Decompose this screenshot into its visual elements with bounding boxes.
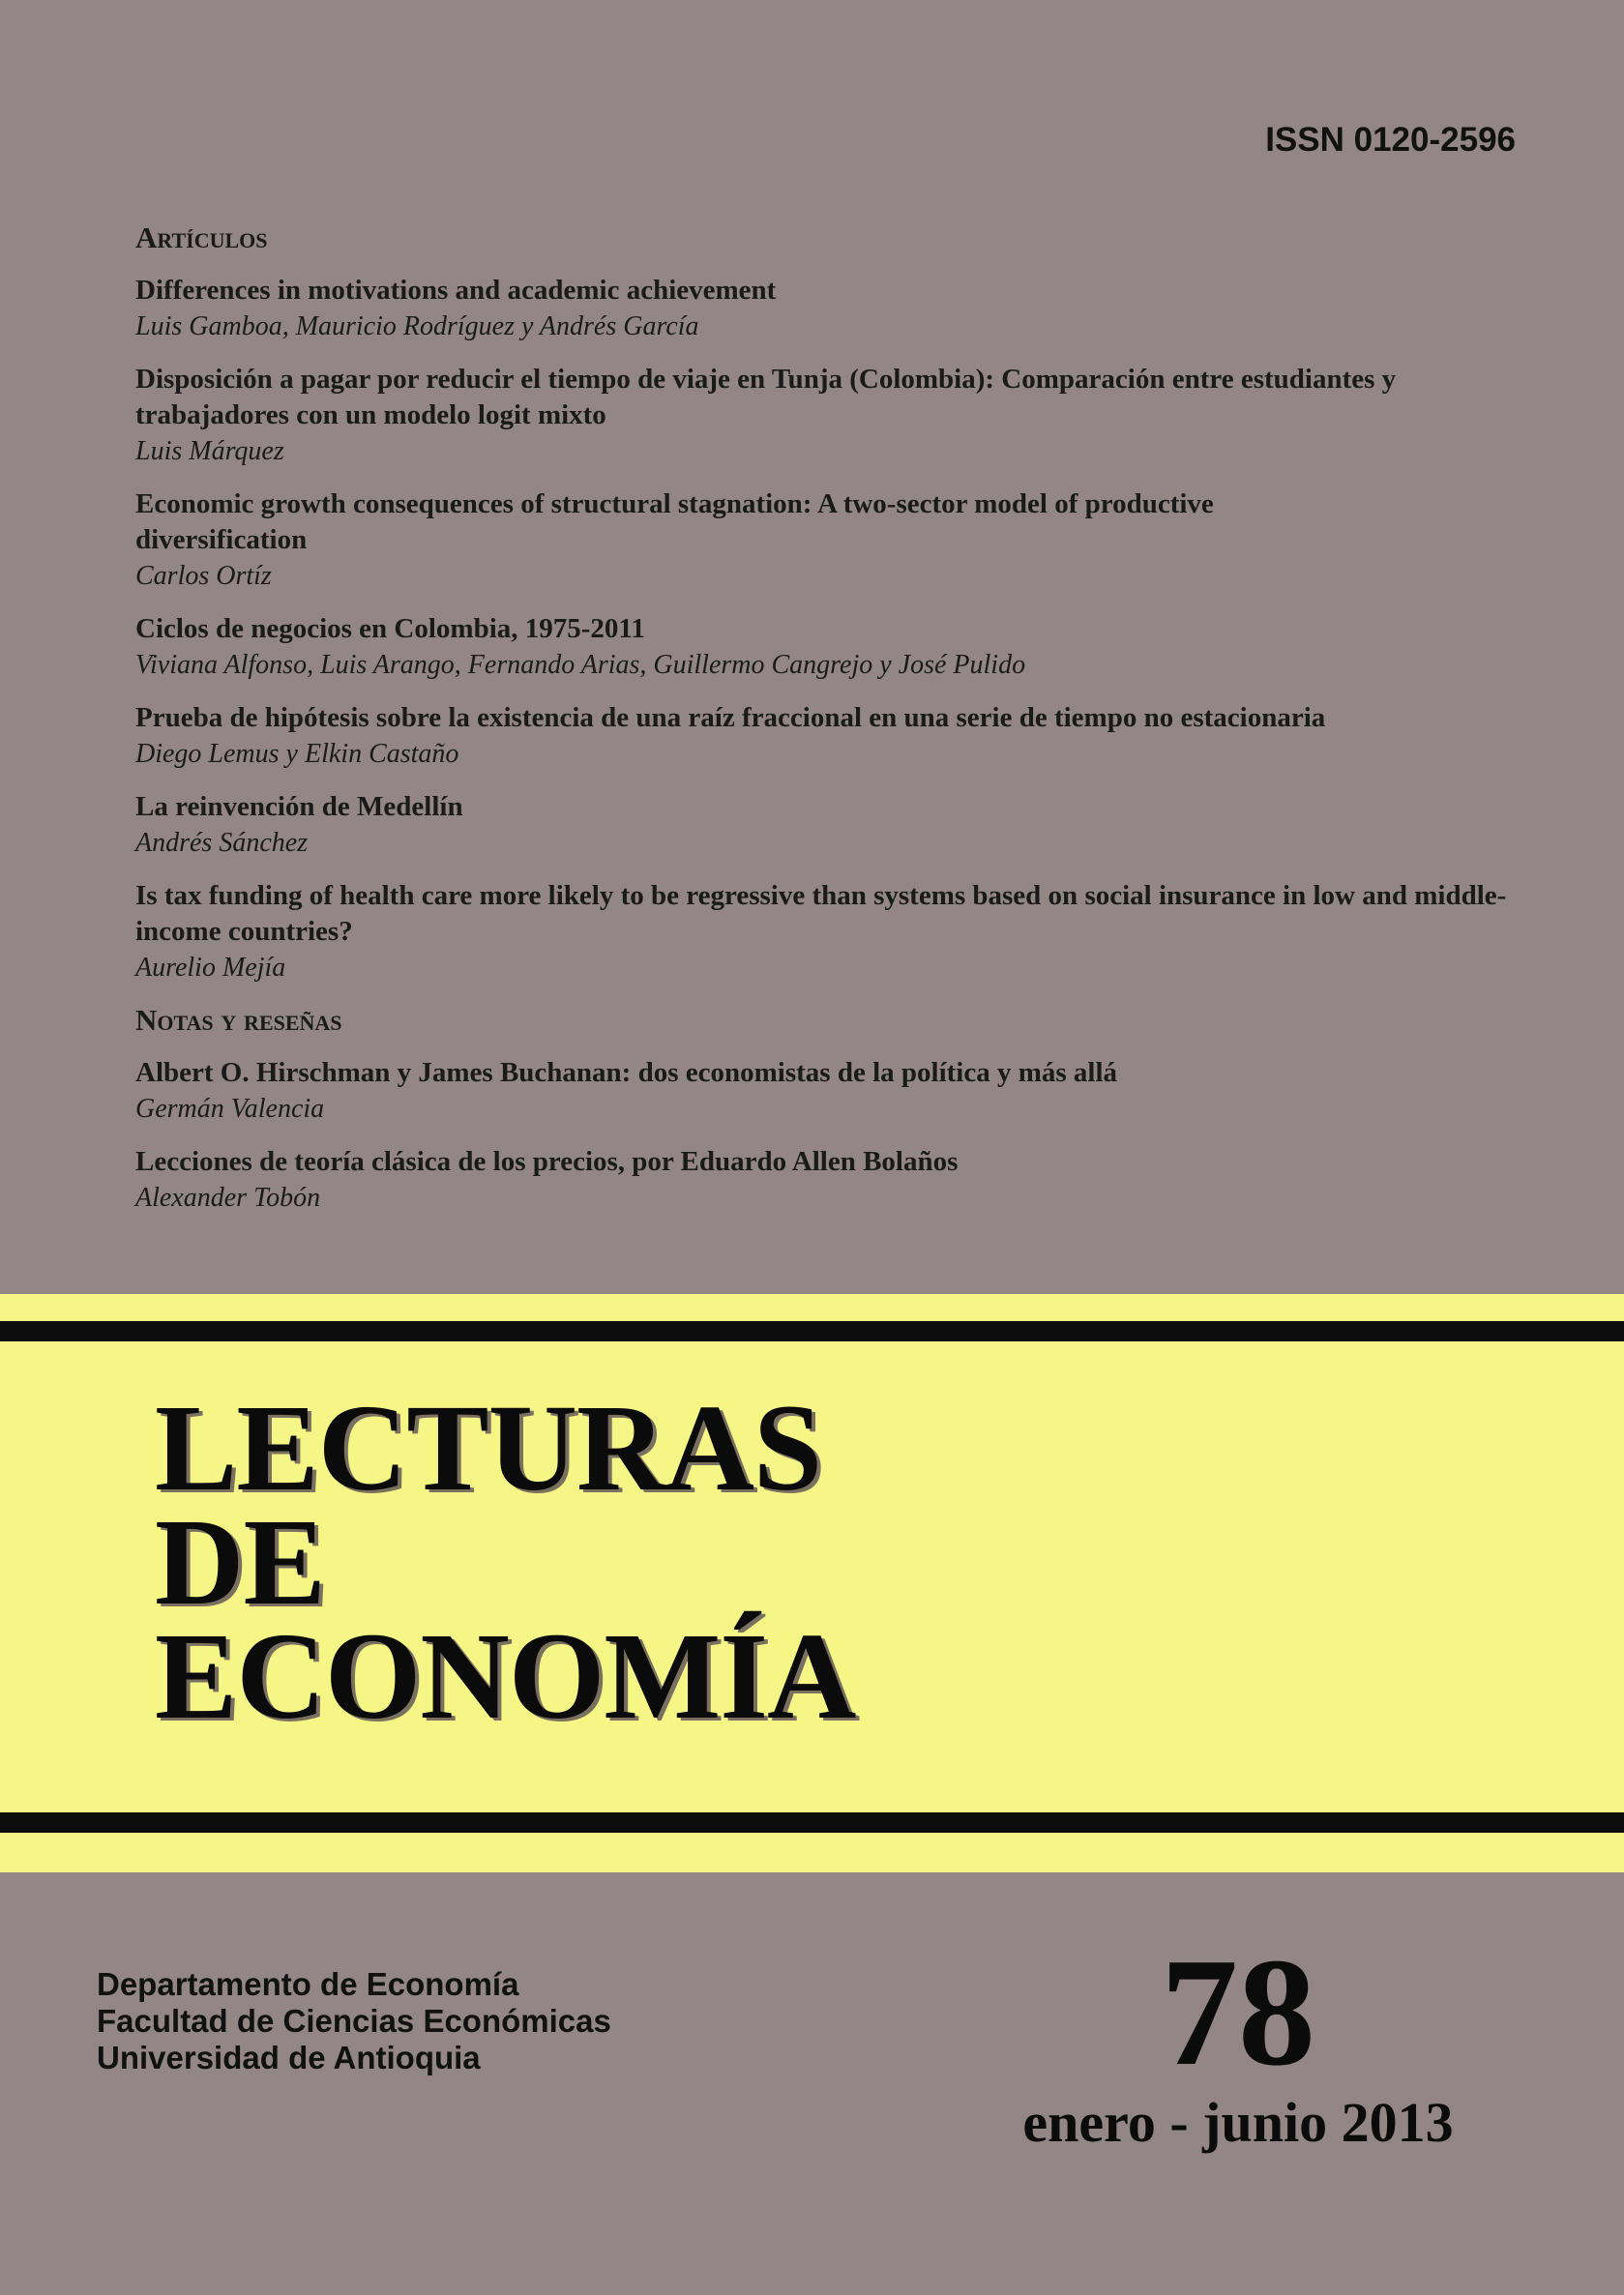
article-authors: Viviana Alfonso, Luis Arango, Fernando Arias, Guillermo Cangrejo y José Pulido (135, 650, 1026, 680)
journal-title-line: DE (155, 1493, 325, 1631)
section-heading-notas: Notas y reseñas (135, 1003, 342, 1037)
publisher-block (97, 1966, 611, 2076)
journal-title-line: LECTURAS (155, 1379, 822, 1516)
toc-entry (135, 1144, 1548, 1216)
masthead-band (0, 1294, 1624, 1872)
article-title: Prueba de hipótesis sobre la existencia de una raíz fraccional en una serie de tiempo no estacionaria (135, 702, 1326, 733)
toc-entry (135, 273, 1548, 344)
toc-entry (135, 362, 1548, 469)
bottom-rule (0, 1812, 1624, 1833)
article-authors: Luis Gamboa, Mauricio Rodríguez y Andrés García (135, 311, 699, 341)
article-authors: Luis Márquez (135, 436, 284, 466)
article-title: Differences in motivations and academic achievement (135, 275, 777, 306)
note-authors: Alexander Tobón (135, 1183, 321, 1213)
article-authors: Andrés Sánchez (135, 828, 309, 858)
toc-entry (135, 789, 1548, 861)
table-of-contents (135, 221, 1548, 1233)
note-title: Lecciones de teoría clásica de los precios, por Eduardo Allen Bolaños (135, 1146, 959, 1177)
toc-entry (135, 486, 1383, 594)
toc-entry (135, 1055, 1548, 1127)
article-authors: Carlos Ortíz (135, 561, 272, 591)
article-title: Is tax funding of health care more likely to be regressive than systems based on social insurance in low and middle-income countries? (135, 880, 1507, 947)
article-authors: Aurelio Mejía (135, 953, 286, 983)
issue-date: enero - junio 2013 (1022, 2091, 1454, 2154)
article-authors: Diego Lemus y Elkin Castaño (135, 739, 459, 769)
article-title: La reinvención de Medellín (135, 791, 463, 822)
publisher-university: Universidad de Antioquia (97, 2040, 481, 2075)
article-title: Disposición a pagar por reducir el tiempo de viaje en Tunja (Colombia): Comparación entre estudiantes y trabajadores con un modelo logit mixto (135, 364, 1397, 430)
issn: ISSN 0120-2596 (1265, 121, 1516, 159)
section-heading-articulos: Artículos (135, 221, 268, 254)
toc-entry (135, 878, 1548, 986)
article-title: Ciclos de negocios en Colombia, 1975-2011 (135, 613, 645, 644)
note-authors: Germán Valencia (135, 1094, 325, 1124)
publisher-department: Departamento de Economía (97, 1966, 519, 2002)
article-title: Economic growth consequences of structural stagnation: A two-sector model of productive diversification (135, 488, 1214, 555)
journal-title-line: ECONOMÍA (155, 1607, 856, 1745)
journal-title (155, 1379, 856, 1745)
publisher-faculty: Facultad de Ciencias Económicas (97, 2003, 611, 2039)
issue-number: 78 (1161, 1926, 1315, 2098)
toc-entry (135, 700, 1548, 772)
note-title: Albert O. Hirschman y James Buchanan: dos economistas de la política y más allá (135, 1057, 1118, 1088)
toc-entry (135, 611, 1548, 683)
top-rule (0, 1321, 1624, 1341)
